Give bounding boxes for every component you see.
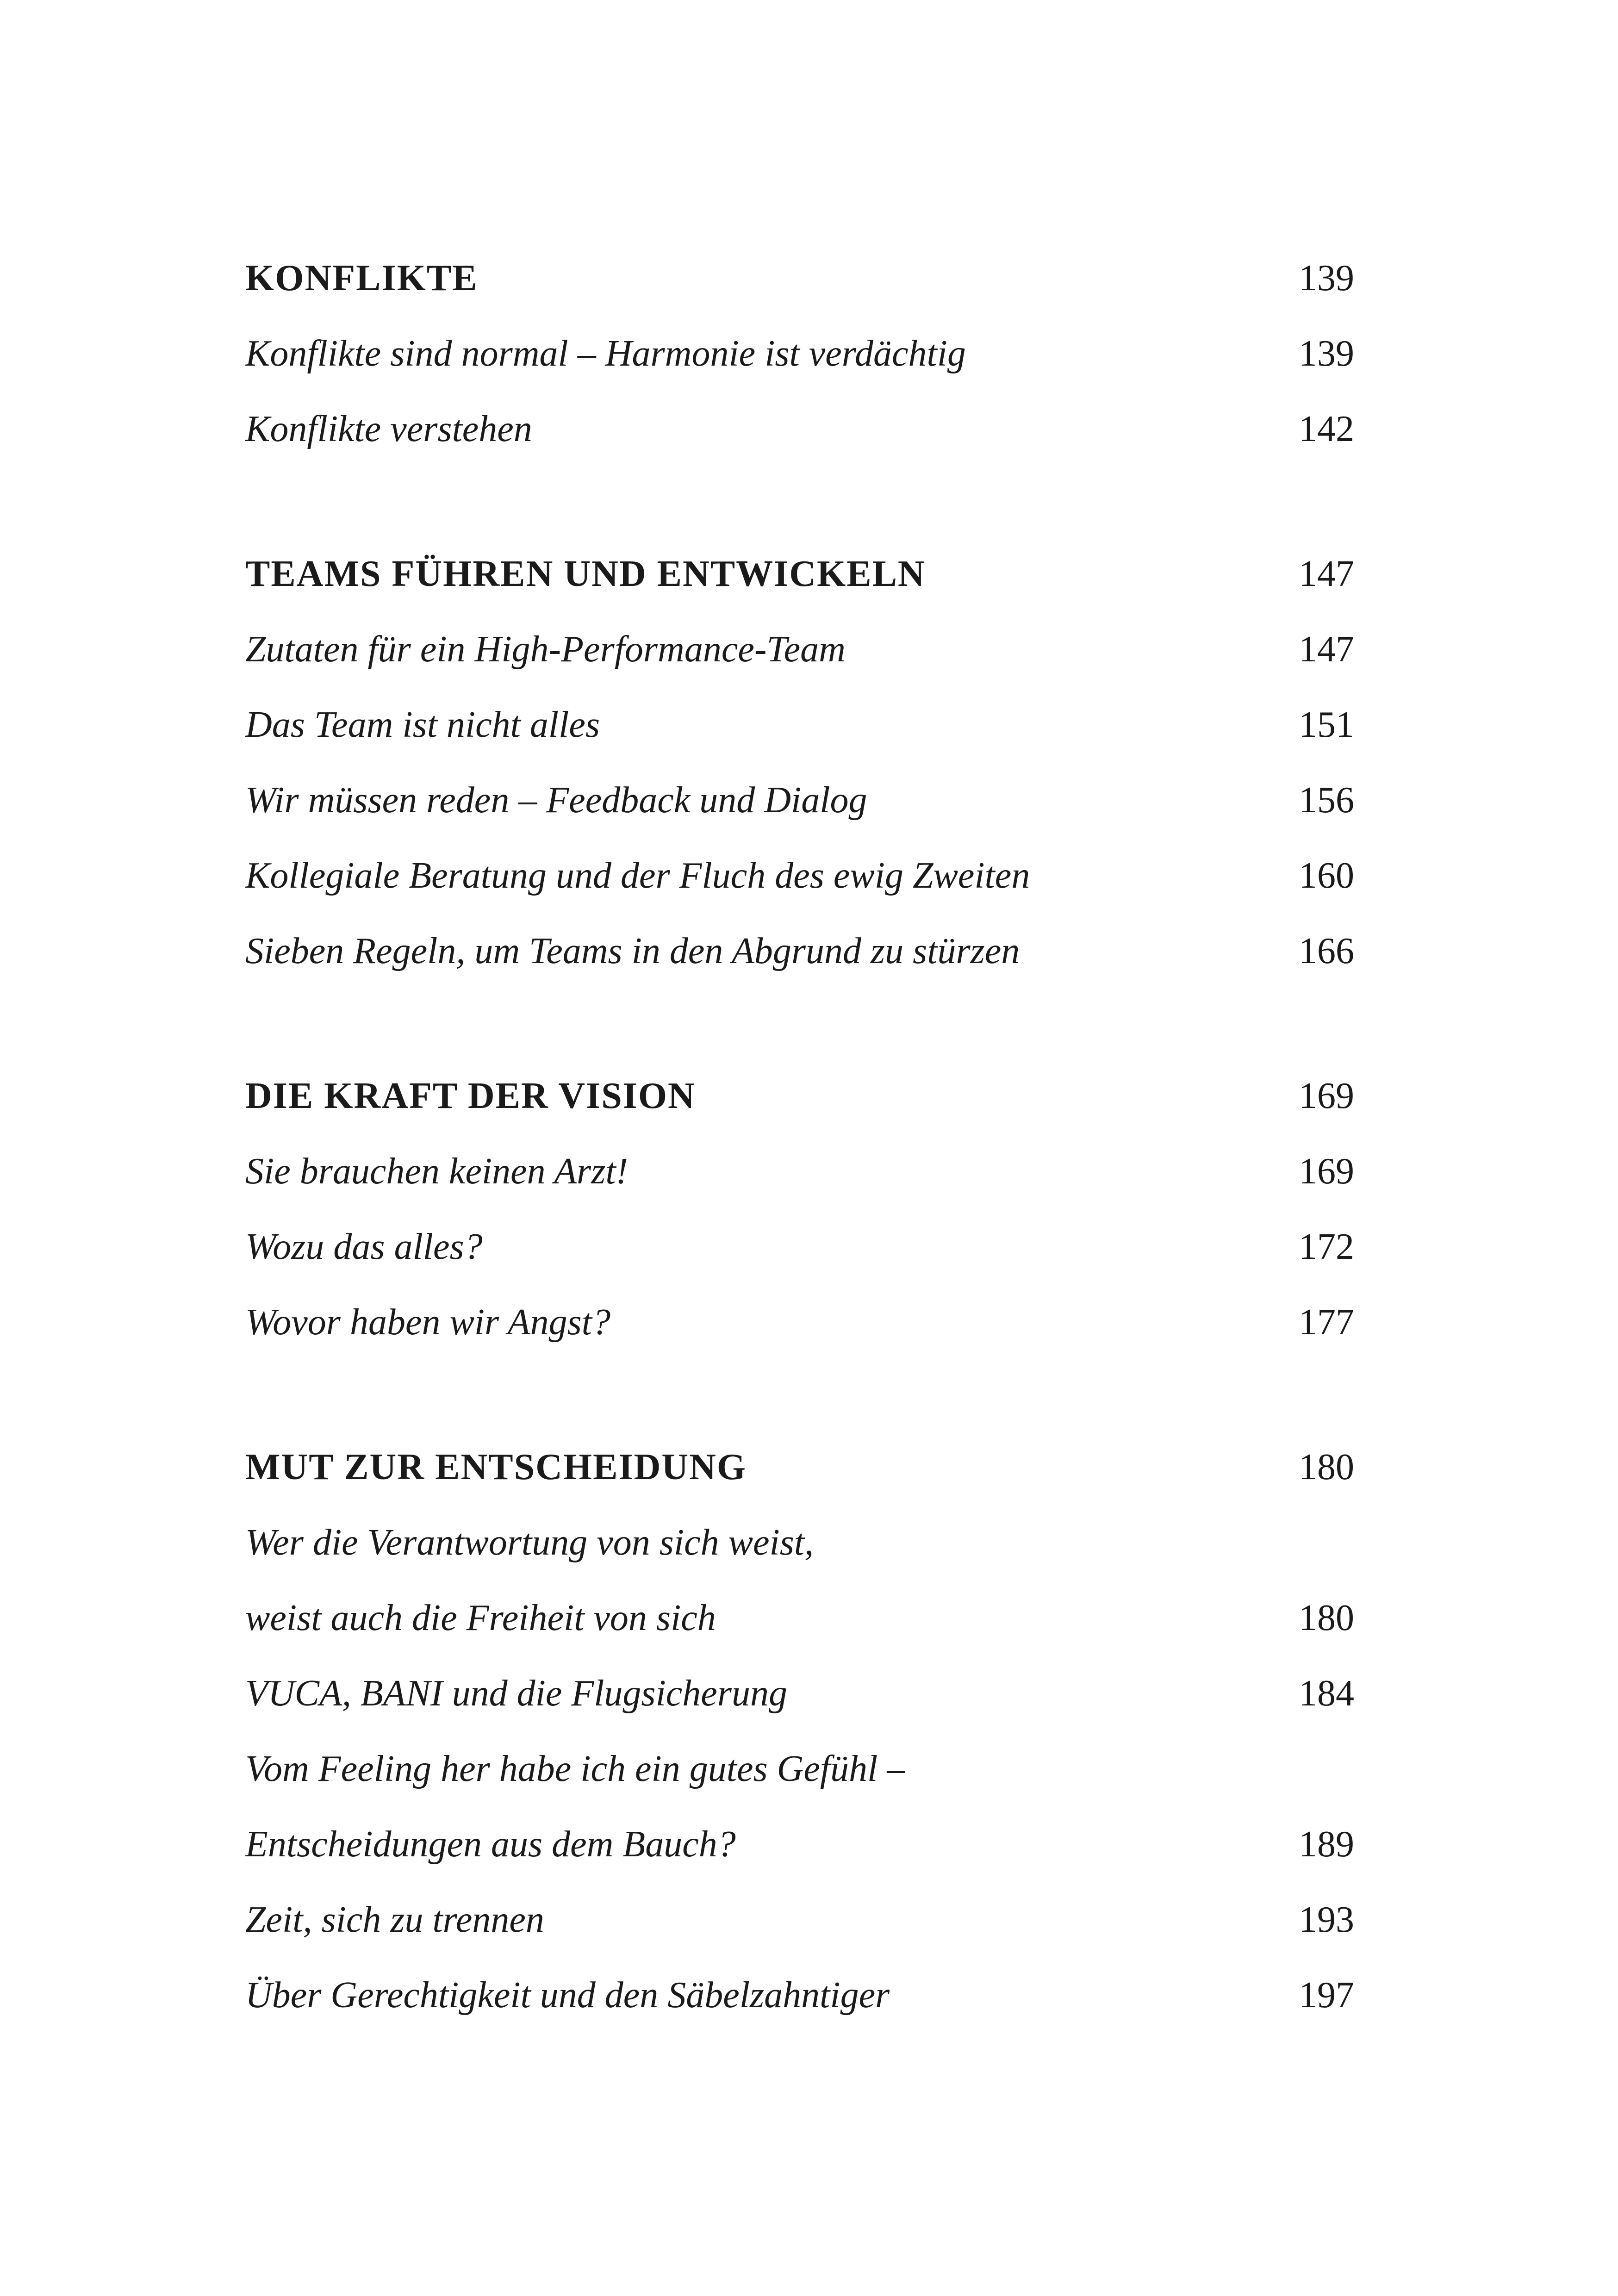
toc-page-number: 169 bbox=[1299, 1151, 1354, 1192]
toc-page-number: 151 bbox=[1299, 704, 1354, 745]
toc-section bbox=[245, 1058, 1354, 1360]
toc-item-row bbox=[245, 1209, 1354, 1285]
toc-heading-row bbox=[245, 1430, 1354, 1505]
toc-item-row bbox=[245, 763, 1354, 838]
toc-heading: KONFLIKTE bbox=[245, 258, 478, 299]
toc-heading: DIE KRAFT DER VISION bbox=[245, 1076, 696, 1116]
toc-item-title: Kollegiale Beratung und der Fluch des ewig Zweiten bbox=[245, 855, 1030, 896]
toc-page-number: 172 bbox=[1299, 1226, 1354, 1267]
toc-page-number: 139 bbox=[1299, 333, 1354, 374]
toc-page-number: 160 bbox=[1299, 855, 1354, 896]
toc-heading: MUT ZUR ENTSCHEIDUNG bbox=[245, 1447, 747, 1487]
table-of-contents bbox=[245, 241, 1354, 2033]
toc-item-title: Sieben Regeln, um Teams in den Abgrund zu stürzen bbox=[245, 931, 1020, 971]
toc-item-row bbox=[245, 612, 1354, 687]
toc-page-number: 193 bbox=[1299, 1899, 1354, 1940]
toc-heading-row bbox=[245, 241, 1354, 316]
toc-item-title: Über Gerechtigkeit und den Säbelzahntiger bbox=[245, 1975, 890, 2016]
toc-item-title: Konflikte verstehen bbox=[245, 409, 532, 449]
toc-item-row bbox=[245, 687, 1354, 763]
toc-item-title: Wozu das alles? bbox=[245, 1226, 483, 1267]
toc-item-row bbox=[245, 838, 1354, 914]
toc-item-row bbox=[245, 1958, 1354, 2033]
toc-item-title: Zutaten für ein High-Performance-Team bbox=[245, 629, 846, 670]
toc-section bbox=[245, 1430, 1354, 2033]
toc-item-title: Wer die Verantwortung von sich weist, bbox=[245, 1522, 814, 1563]
toc-item-title: Entscheidungen aus dem Bauch? bbox=[245, 1824, 736, 1865]
toc-item-row bbox=[245, 1807, 1354, 1882]
toc-page-number: 147 bbox=[1299, 554, 1354, 594]
toc-page-number: 156 bbox=[1299, 780, 1354, 821]
toc-item-title: Zeit, sich zu trennen bbox=[245, 1899, 544, 1940]
toc-page-number: 147 bbox=[1299, 629, 1354, 670]
toc-heading: TEAMS FÜHREN UND ENTWICKELN bbox=[245, 554, 926, 594]
toc-page-number: 139 bbox=[1299, 258, 1354, 299]
toc-item-row bbox=[245, 1731, 1354, 1807]
toc-item-title: weist auch die Freiheit von sich bbox=[245, 1598, 716, 1638]
toc-heading-row bbox=[245, 1058, 1354, 1134]
toc-heading-row bbox=[245, 536, 1354, 612]
toc-item-row bbox=[245, 316, 1354, 392]
toc-item-row bbox=[245, 1882, 1354, 1958]
toc-page-number: 189 bbox=[1299, 1824, 1354, 1865]
toc-item-row bbox=[245, 1656, 1354, 1731]
toc-page-number: 184 bbox=[1299, 1673, 1354, 1714]
toc-item-title: Das Team ist nicht alles bbox=[245, 704, 600, 745]
toc-page-number: 142 bbox=[1299, 409, 1354, 449]
toc-item-title: Konflikte sind normal – Harmonie ist verdächtig bbox=[245, 333, 966, 374]
toc-item-row bbox=[245, 1580, 1354, 1656]
toc-page-number: 169 bbox=[1299, 1076, 1354, 1116]
toc-page-number: 197 bbox=[1299, 1975, 1354, 2016]
toc-item-title: Wovor haben wir Angst? bbox=[245, 1302, 610, 1343]
toc-item-title: Vom Feeling her habe ich ein gutes Gefühl – bbox=[245, 1748, 906, 1789]
toc-item-title: Wir müssen reden – Feedback und Dialog bbox=[245, 780, 867, 821]
toc-page-number: 180 bbox=[1299, 1447, 1354, 1487]
toc-section bbox=[245, 536, 1354, 989]
toc-item-title: VUCA, BANI und die Flugsicherung bbox=[245, 1673, 787, 1714]
toc-page-number: 177 bbox=[1299, 1302, 1354, 1343]
toc-item-row bbox=[245, 1285, 1354, 1360]
toc-page-number: 166 bbox=[1299, 931, 1354, 971]
toc-item-title: Sie brauchen keinen Arzt! bbox=[245, 1151, 629, 1192]
toc-section bbox=[245, 241, 1354, 467]
toc-item-row bbox=[245, 392, 1354, 467]
toc-item-row bbox=[245, 1505, 1354, 1580]
toc-item-row bbox=[245, 1134, 1354, 1209]
toc-page-number: 180 bbox=[1299, 1598, 1354, 1638]
toc-item-row bbox=[245, 914, 1354, 989]
